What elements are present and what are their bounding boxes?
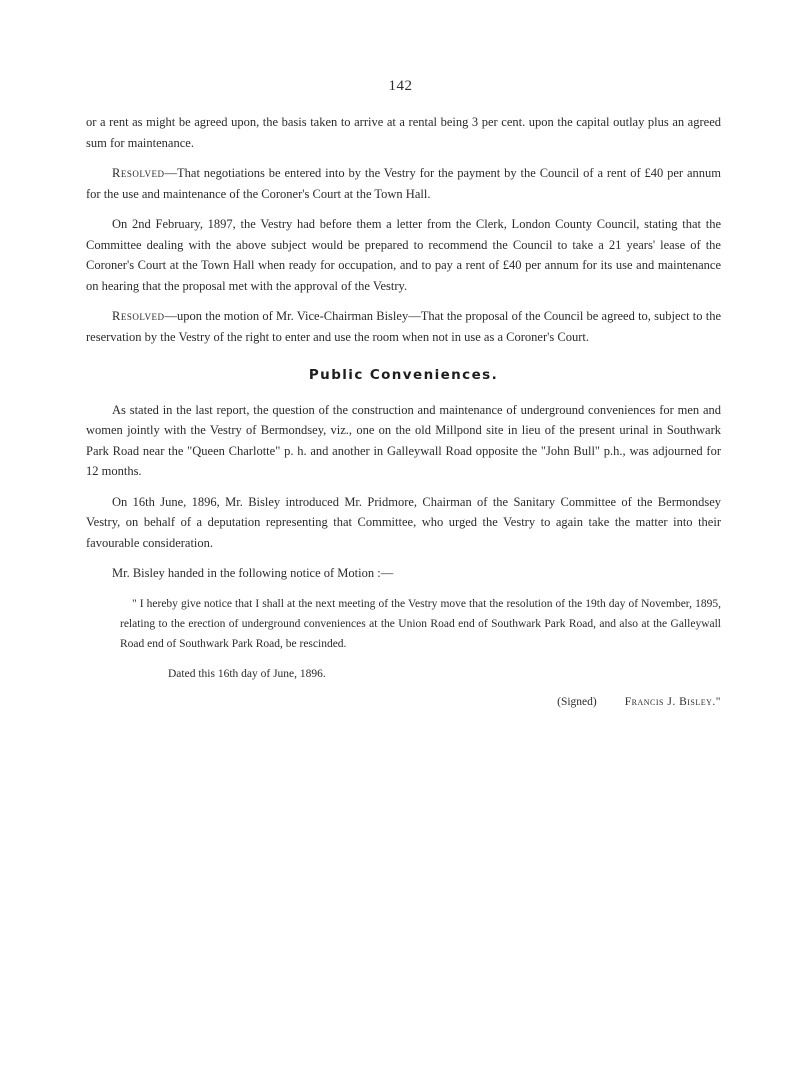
- resolved-label: Resolved: [112, 309, 165, 323]
- paragraph-february-letter: On 2nd February, 1897, the Vestry had before them a letter from the Clerk, London County Council, stating that the Committee dealing with the above subject would be prepared to recommend the Council to take a 21 years' lease of the Coroner's Court at the Town Hall when ready for occupation, and to pay a rent of £40 per annum for its use and maintenance on hearing that the proposal met with the approval of the Vestry.: [86, 217, 721, 293]
- paragraph-notice-intro: Mr. Bisley handed in the following notice of Motion :—: [112, 566, 394, 580]
- body-text: [86, 112, 721, 712]
- section-heading-public-conveniences: Public Conveniences.: [308, 367, 499, 383]
- motion-signature: [120, 692, 721, 712]
- signatory-name: Francis J. Bisley.": [624, 695, 721, 708]
- paragraph-deputation: On 16th June, 1896, Mr. Bisley introduced Mr. Pridmore, Chairman of the Sanitary Committee of the Bermondsey Vestry, on behalf of a deputation representing that Committee, who urged the Vestry to again take the matter into their favourable consideration.: [86, 494, 721, 550]
- paragraph-underground-conveniences: As stated in the last report, the question of the construction and maintenance of underground conveniences for men and women jointly with the Vestry of Bermondsey, viz., one on the old Millpond site in lieu of the present urinal in Southwark Park Road near the "Queen Charlotte" p. h. and another in Galleywall Road opposite the "John Bull" p.h., was adjourned for 12 months.: [86, 402, 721, 478]
- page-number: 142: [388, 78, 413, 94]
- motion-text: " I hereby give notice that I shall at the next meeting of the Vestry move that the resolution of the 19th day of November, 1895, relating to the erection of underground conveniences at the Union Road end of Southwark Park Road, and also at the Galleywall Road end of Southwark Park Road, be rescinded.: [120, 597, 721, 650]
- signed-label: (Signed): [557, 695, 597, 708]
- paragraph-resolved-negotiations: [86, 163, 721, 204]
- resolved-text: —upon the motion of Mr. Vice-Chairman Bisley—That the proposal of the Council be agreed to, subject to the reservation by the Vestry of the right to enter and use the room when not in use as a Coroner's Court.: [86, 309, 721, 344]
- paragraph-resolved-proposal: [86, 306, 721, 347]
- notice-of-motion: [86, 594, 721, 712]
- paragraph-rent-basis: or a rent as might be agreed upon, the basis taken to arrive at a rental being 3 per cent. upon the capital outlay plus an agreed sum for maintenance.: [86, 115, 721, 150]
- resolved-text: —That negotiations be entered into by the Vestry for the payment by the Council of a rent of £40 per annum for the use and maintenance of the Coroner's Court at the Town Hall.: [86, 166, 721, 201]
- resolved-label: Resolved: [112, 166, 165, 180]
- motion-date: Dated this 16th day of June, 1896.: [168, 667, 326, 680]
